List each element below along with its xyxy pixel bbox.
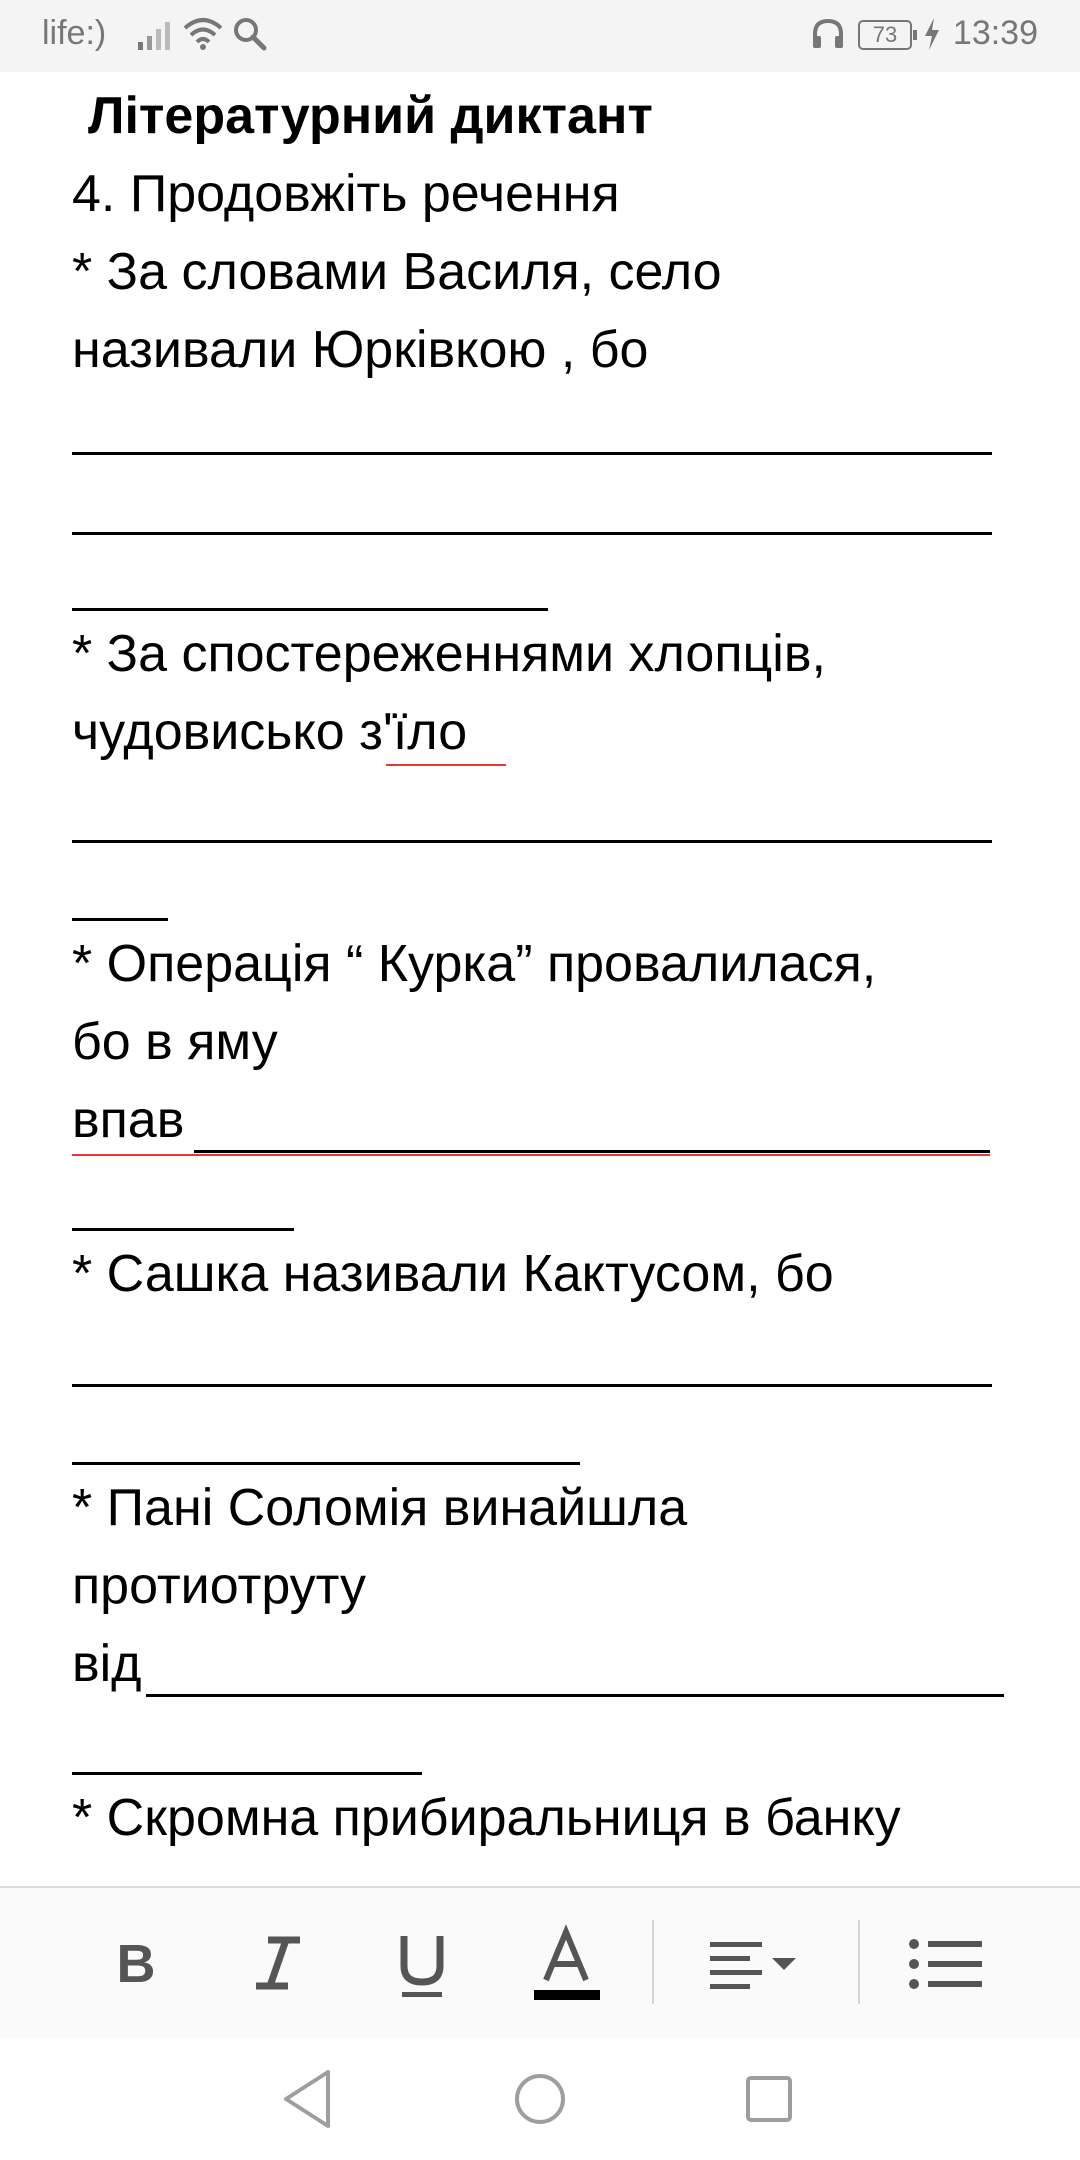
- answer-line: [72, 608, 548, 611]
- answer-line: [194, 1150, 990, 1153]
- sentence-line: від: [72, 1635, 142, 1693]
- recents-icon[interactable]: [728, 2062, 808, 2136]
- sentence-line: називали Юрківкою , бо: [72, 321, 649, 379]
- headphones-icon: [810, 16, 846, 52]
- answer-line: [72, 840, 992, 843]
- formatting-toolbar: [0, 1886, 1080, 2040]
- task-heading: 4. Продовжіть речення: [72, 165, 620, 223]
- sentence-line: * Скромна прибиральниця в банку: [72, 1789, 901, 1847]
- align-icon[interactable]: [706, 1918, 806, 2008]
- back-icon[interactable]: [270, 2062, 350, 2136]
- sentence-line: * Пані Соломія винайшла: [72, 1479, 688, 1537]
- clock: 13:39: [952, 14, 1038, 52]
- status-bar: [0, 0, 1080, 72]
- answer-line: [72, 1772, 422, 1775]
- sentence-line: * За словами Василя, село: [72, 243, 722, 301]
- bold-icon[interactable]: [96, 1918, 176, 2008]
- sentence-line: * Сашка називали Кактусом, бо: [72, 1245, 834, 1303]
- answer-line: [72, 918, 168, 921]
- underline-icon[interactable]: [382, 1918, 462, 2008]
- sentence-line: бо в яму: [72, 1013, 278, 1071]
- sentence-line: протиотруту: [72, 1557, 367, 1615]
- answer-line: [72, 1228, 294, 1231]
- carrier-label: life:): [42, 14, 107, 52]
- toolbar-divider: [652, 1920, 654, 2004]
- answer-line: [72, 532, 992, 535]
- toolbar-divider: [858, 1920, 860, 2004]
- answer-line: [72, 1462, 580, 1465]
- svg-text:B: B: [116, 1934, 156, 1994]
- spellcheck-underline: [72, 1154, 990, 1156]
- text-color-icon[interactable]: [526, 1918, 606, 2008]
- signal-icon: [136, 16, 176, 52]
- italic-icon[interactable]: [238, 1918, 318, 2008]
- list-icon[interactable]: [904, 1918, 994, 2008]
- charging-icon: [922, 16, 942, 52]
- search-icon: [232, 16, 268, 52]
- sentence-line: * За спостереженнями хлопців,: [72, 625, 826, 683]
- navigation-bar: [0, 2038, 1080, 2160]
- answer-line: [146, 1694, 1004, 1697]
- document-editor[interactable]: [0, 72, 1080, 1886]
- answer-line: [72, 1384, 992, 1387]
- sentence-line: чудовисько з'їло: [72, 703, 468, 761]
- document-title: Літературний диктант: [88, 87, 653, 145]
- sentence-line: впав: [72, 1091, 185, 1149]
- battery-icon: 73: [858, 20, 912, 50]
- spellcheck-underline: [386, 764, 506, 766]
- sentence-line: * Операція “ Курка” провалилася,: [72, 935, 877, 993]
- home-icon[interactable]: [500, 2062, 580, 2136]
- wifi-icon: [182, 16, 224, 52]
- answer-line: [72, 452, 992, 455]
